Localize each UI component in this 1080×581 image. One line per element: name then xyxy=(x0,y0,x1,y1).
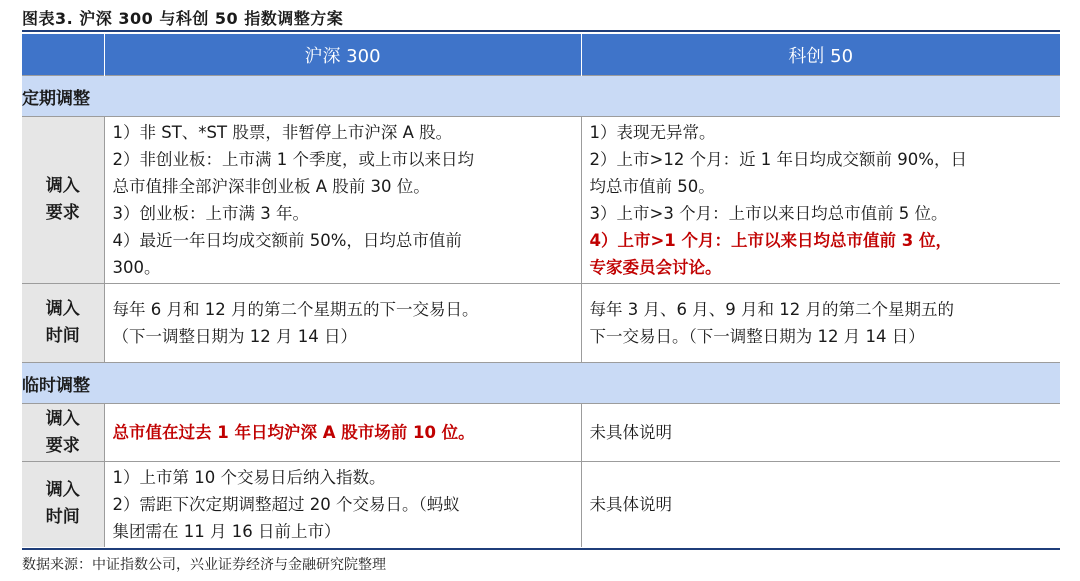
cell-line-highlight: 专家委员会讨论。 xyxy=(589,258,722,277)
row-label-line: 调入 xyxy=(45,408,80,429)
cell-line-highlight: 总市值在过去 1 年日均沪深 A 股市场前 10 位。 xyxy=(112,423,475,442)
header-row xyxy=(22,34,1060,76)
row-label xyxy=(22,117,104,284)
cell-line: （下一调整日期为 12 月 14 日） xyxy=(112,327,357,346)
kc50-cell xyxy=(581,117,1060,284)
data-source: 数据来源：中证指数公司，兴业证券经济与金融研究院整理 xyxy=(22,557,386,573)
cell-line: 每年 3 月、6 月、9 月和 12 月的第二个星期五的 xyxy=(589,300,954,319)
cell-line: 1）表现无异常。 xyxy=(589,123,716,142)
row-label-line: 调入 xyxy=(45,480,80,501)
section-temporary xyxy=(22,363,1060,404)
hs300-cell xyxy=(104,117,581,284)
cell-line: 2）非创业板：上市满 1 个季度，或上市以来日均 xyxy=(112,150,474,169)
cell-line: 3）创业板：上市满 3 年。 xyxy=(112,204,309,223)
cell-line-highlight: 4）上市>1 个月：上市以来日均总市值前 3 位， xyxy=(589,231,953,250)
section-regular xyxy=(22,76,1060,117)
row-label-line: 调入 xyxy=(45,299,80,319)
title-rule xyxy=(22,30,1060,32)
cell-line: 2）需距下次定期调整超过 20 个交易日。（蚂蚁 xyxy=(112,494,460,514)
header-hs300: 沪深 300 xyxy=(104,34,581,76)
index-adjustment-table xyxy=(22,34,1060,547)
hs300-cell xyxy=(104,462,581,547)
figure-title: 图表3. 沪深 300 与科创 50 指数调整方案 xyxy=(22,9,344,28)
section-regular-label: 定期调整 xyxy=(22,76,1060,117)
cell-line: 4）最近一年日均成交额前 50%，日均总市值前 xyxy=(112,231,462,250)
cell-line: 未具体说明 xyxy=(589,494,672,514)
row-label xyxy=(22,404,104,462)
kc50-cell xyxy=(581,404,1060,462)
row-label-line: 调入 xyxy=(45,176,80,196)
row-label xyxy=(22,462,104,547)
row-label-line: 要求 xyxy=(45,435,80,456)
table-row xyxy=(22,404,1060,462)
kc50-cell xyxy=(581,462,1060,547)
cell-line: 3）上市>3 个月：上市以来日均总市值前 5 位。 xyxy=(589,204,948,223)
cell-line: 下一交易日。（下一调整日期为 12 月 14 日） xyxy=(589,327,925,346)
cell-line: 2）上市>12 个月：近 1 年日均成交额前 90%，日 xyxy=(589,150,967,169)
cell-line: 每年 6 月和 12 月的第二个星期五的下一交易日。 xyxy=(112,300,479,319)
hs300-cell xyxy=(104,284,581,363)
kc50-cell xyxy=(581,284,1060,363)
bottom-rule xyxy=(22,548,1060,550)
table-row xyxy=(22,117,1060,284)
header-kc50: 科创 50 xyxy=(581,34,1060,76)
header-blank xyxy=(22,34,104,76)
cell-line: 总市值排全部沪深非创业板 A 股前 30 位。 xyxy=(112,177,430,196)
hs300-cell xyxy=(104,404,581,462)
row-label-line: 要求 xyxy=(45,203,80,223)
cell-line: 均总市值前 50。 xyxy=(589,177,715,196)
section-temporary-label: 临时调整 xyxy=(22,363,1060,404)
cell-line: 1）上市第 10 个交易日后纳入指数。 xyxy=(112,467,386,487)
cell-line: 集团需在 11 月 16 日前上市） xyxy=(112,521,341,541)
cell-line: 1）非 ST、*ST 股票，非暂停上市沪深 A 股。 xyxy=(112,123,453,142)
table-row xyxy=(22,462,1060,547)
row-label-line: 时间 xyxy=(45,326,80,346)
table-row xyxy=(22,284,1060,363)
row-label xyxy=(22,284,104,363)
cell-line: 300。 xyxy=(112,258,161,277)
cell-line: 未具体说明 xyxy=(589,423,672,442)
row-label-line: 时间 xyxy=(45,507,80,528)
